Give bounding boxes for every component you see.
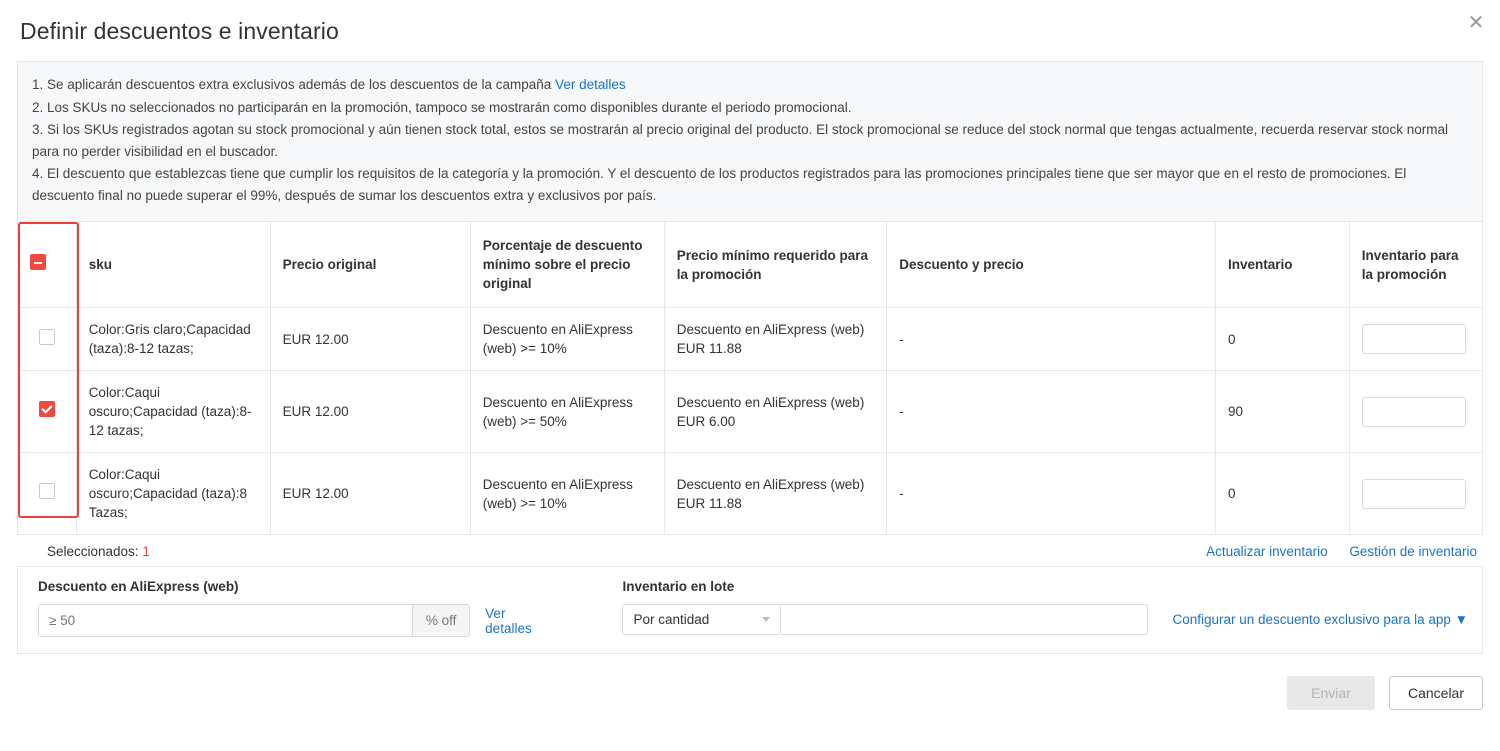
row-select-cell — [18, 453, 76, 535]
batch-ver-detalles-link[interactable]: Ver detalles — [485, 605, 532, 636]
row-promo-inventory-cell — [1349, 308, 1482, 371]
row-discount-and-price: - — [887, 453, 1216, 535]
row-promo-inventory-cell — [1349, 371, 1482, 453]
table-header-row — [18, 222, 1482, 308]
batch-discount-input[interactable] — [39, 605, 412, 636]
batch-inventory-row — [622, 604, 1148, 635]
row-checkbox[interactable] — [39, 401, 55, 417]
header-min-discount-pct: Porcentaje de descuento mínimo sobre el precio original — [470, 222, 664, 308]
promo-inventory-input[interactable] — [1362, 397, 1466, 427]
row-original-price: EUR 12.00 — [270, 308, 470, 371]
batch-discount-label: Descuento en AliExpress (web) — [38, 579, 239, 594]
row-checkbox[interactable] — [39, 483, 55, 499]
dialog-footer — [17, 654, 1483, 710]
row-inventory: 0 — [1216, 453, 1350, 535]
notice-line-1-text: 1. Se aplicarán descuentos extra exclusivos además de los descuentos de la campaña — [32, 77, 556, 92]
row-discount-and-price: - — [887, 371, 1216, 453]
notice-panel — [17, 61, 1483, 221]
batch-discount-group — [38, 579, 554, 637]
inventory-actions — [1188, 544, 1477, 559]
select-all-checkbox[interactable] — [30, 254, 46, 270]
app-exclusive-discount-link[interactable]: Configurar un descuento exclusivo para la app ▼ — [1172, 611, 1468, 627]
header-min-price: Precio mínimo requerido para la promoción — [664, 222, 887, 308]
batch-inventory-label: Inventario en lote — [622, 579, 735, 594]
header-promo-inventory: Inventario para la promoción — [1349, 222, 1482, 308]
sku-table — [18, 222, 1482, 535]
inventory-management-link[interactable]: Gestión de inventario — [1349, 544, 1477, 559]
inventory-mode-value: Por cantidad — [633, 612, 710, 627]
notice-line-1 — [32, 74, 1468, 96]
promo-inventory-input[interactable] — [1362, 479, 1466, 509]
row-min-discount-pct: Descuento en AliExpress (web) >= 50% — [470, 371, 664, 453]
table-row — [18, 371, 1482, 453]
row-inventory: 90 — [1216, 371, 1350, 453]
header-sku: sku — [76, 222, 270, 308]
update-inventory-link[interactable]: Actualizar inventario — [1206, 544, 1328, 559]
row-sku: Color:Caqui oscuro;Capacidad (taza):8 Tazas; — [76, 453, 270, 535]
batch-discount-row — [38, 604, 554, 637]
batch-discount-input-wrap — [38, 604, 470, 637]
row-min-price: Descuento en AliExpress (web) EUR 6.00 — [664, 371, 887, 453]
row-checkbox[interactable] — [39, 329, 55, 345]
row-original-price: EUR 12.00 — [270, 453, 470, 535]
promo-inventory-input[interactable] — [1362, 324, 1466, 354]
row-min-price: Descuento en AliExpress (web) EUR 11.88 — [664, 453, 887, 535]
notice-line-3: 3. Si los SKUs registrados agotan su stock promocional y aún tienen stock total, estos se mostrarán al precio original del producto. El stock promocional se reduce del stock normal que tengas actualmente, recuerda reservar stock normal para no perder visibilidad en el buscador. — [32, 122, 1448, 159]
inventory-mode-select[interactable] — [622, 604, 781, 635]
submit-button[interactable]: Enviar — [1287, 676, 1375, 710]
table-row — [18, 453, 1482, 535]
select-all-header — [18, 222, 76, 308]
page-title: Definir descuentos e inventario — [20, 18, 339, 44]
ver-detalles-link[interactable]: Ver detalles — [555, 77, 626, 92]
batch-settings-panel — [17, 566, 1483, 654]
selection-summary-bar — [17, 535, 1483, 566]
sku-table-wrapper — [17, 221, 1483, 535]
close-icon[interactable]: ✕ — [1467, 10, 1485, 34]
selected-label: Seleccionados: — [47, 544, 139, 559]
row-discount-and-price: - — [887, 308, 1216, 371]
batch-inventory-input[interactable] — [781, 604, 1148, 635]
notice-line-2: 2. Los SKUs no seleccionados no participarán en la promoción, tampoco se mostrarán como disponibles durante el periodo promocional. — [32, 99, 852, 115]
chevron-down-icon — [762, 617, 770, 622]
row-min-price: Descuento en AliExpress (web) EUR 11.88 — [664, 308, 887, 371]
row-sku: Color:Caqui oscuro;Capacidad (taza):8-12 tazas; — [76, 371, 270, 453]
table-row — [18, 308, 1482, 371]
row-min-discount-pct: Descuento en AliExpress (web) >= 10% — [470, 453, 664, 535]
batch-inventory-group — [622, 579, 1148, 635]
header-inventory: Inventario — [1216, 222, 1350, 308]
selected-count-group — [47, 544, 150, 559]
notice-line-4: 4. El descuento que establezcas tiene que cumplir los requisitos de la categoría y la promoción. Y el descuento de los productos registrados para las promociones principales tiene que ser mayor que en el resto de promociones. El descuento final no puede superar el 99%, después de sumar los descuentos extra y exclusivos por país. — [32, 166, 1407, 203]
selected-count: 1 — [142, 544, 150, 559]
header-discount-and-price: Descuento y precio — [887, 222, 1216, 308]
cancel-button[interactable]: Cancelar — [1389, 676, 1483, 710]
row-min-discount-pct: Descuento en AliExpress (web) >= 10% — [470, 308, 664, 371]
row-original-price: EUR 12.00 — [270, 371, 470, 453]
header-original-price: Precio original — [270, 222, 470, 308]
row-select-cell — [18, 308, 76, 371]
row-inventory: 0 — [1216, 308, 1350, 371]
row-sku: Color:Gris claro;Capacidad (taza):8-12 tazas; — [76, 308, 270, 371]
row-promo-inventory-cell — [1349, 453, 1482, 535]
percent-off-suffix: % off — [412, 605, 469, 636]
row-select-cell — [18, 371, 76, 453]
